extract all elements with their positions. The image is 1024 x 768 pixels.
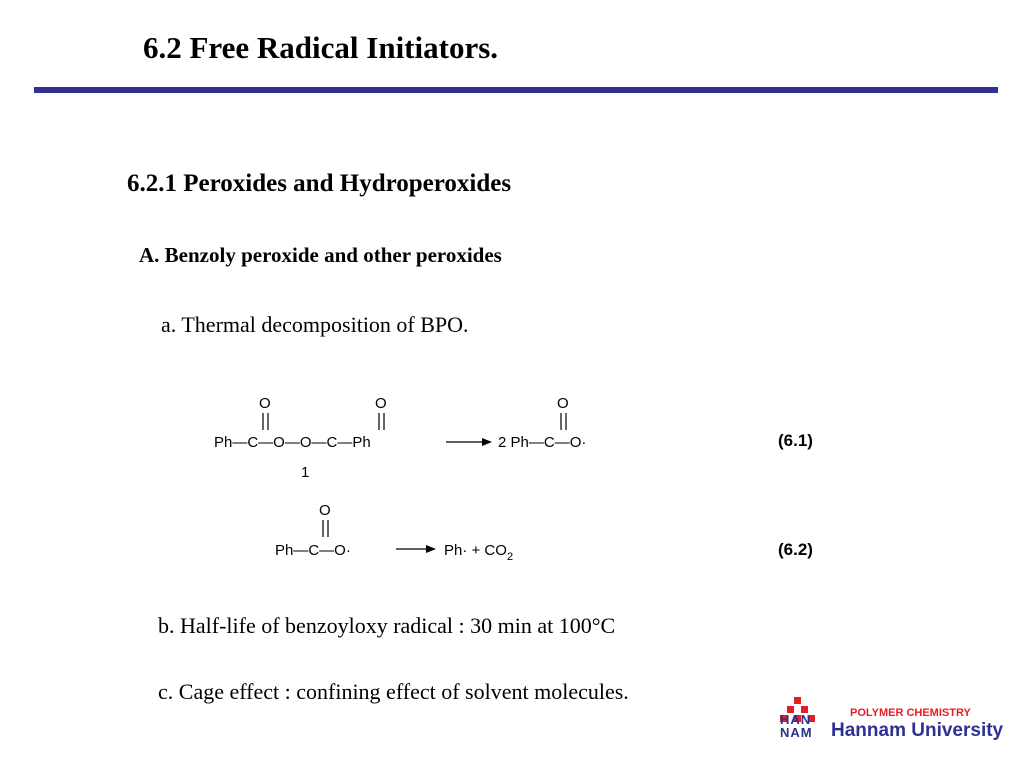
slide-title: 6.2 Free Radical Initiators. [143, 30, 499, 65]
reactant-bpo: Ph—C—O—O—C—Ph [214, 434, 371, 451]
equation-label: (6.2) [778, 540, 813, 559]
compound-number: 1 [301, 464, 310, 481]
reaction-6-1 [214, 395, 813, 481]
equation-label: (6.1) [778, 431, 813, 450]
carbonyl-oxygen: O [557, 395, 569, 412]
item-c: c. Cage effect : confining effect of solvent molecules. [158, 679, 629, 704]
title-divider [34, 87, 998, 93]
hannam-logo [778, 680, 1008, 742]
logo-tagline: POLYMER CHEMISTRY [850, 707, 971, 719]
carbonyl-oxygen: O [259, 395, 271, 412]
logo-nam-text: NAM [780, 725, 813, 740]
products: $Ph\cdot + CO_2$ [444, 542, 514, 563]
subsection-heading: A. Benzoly peroxide and other peroxides [139, 243, 502, 267]
reactant-benzoyloxy: Ph—C—O· [275, 542, 351, 559]
logo-han-text: HAN [780, 712, 812, 727]
reaction-scheme [200, 380, 840, 570]
reaction-6-2 [275, 502, 813, 563]
item-b: b. Half-life of benzoyloxy radical : 30 min at 100°C [158, 613, 616, 638]
item-a: a. Thermal decomposition of BPO. [161, 312, 469, 337]
carbonyl-oxygen: O [375, 395, 387, 412]
carbonyl-oxygen: O [319, 502, 331, 519]
logo-university-name: Hannam University [831, 720, 1004, 741]
section-heading: 6.2.1 Peroxides and Hydroperoxides [127, 170, 512, 197]
product-benzoyloxy: 2 Ph—C—O· [498, 434, 587, 451]
